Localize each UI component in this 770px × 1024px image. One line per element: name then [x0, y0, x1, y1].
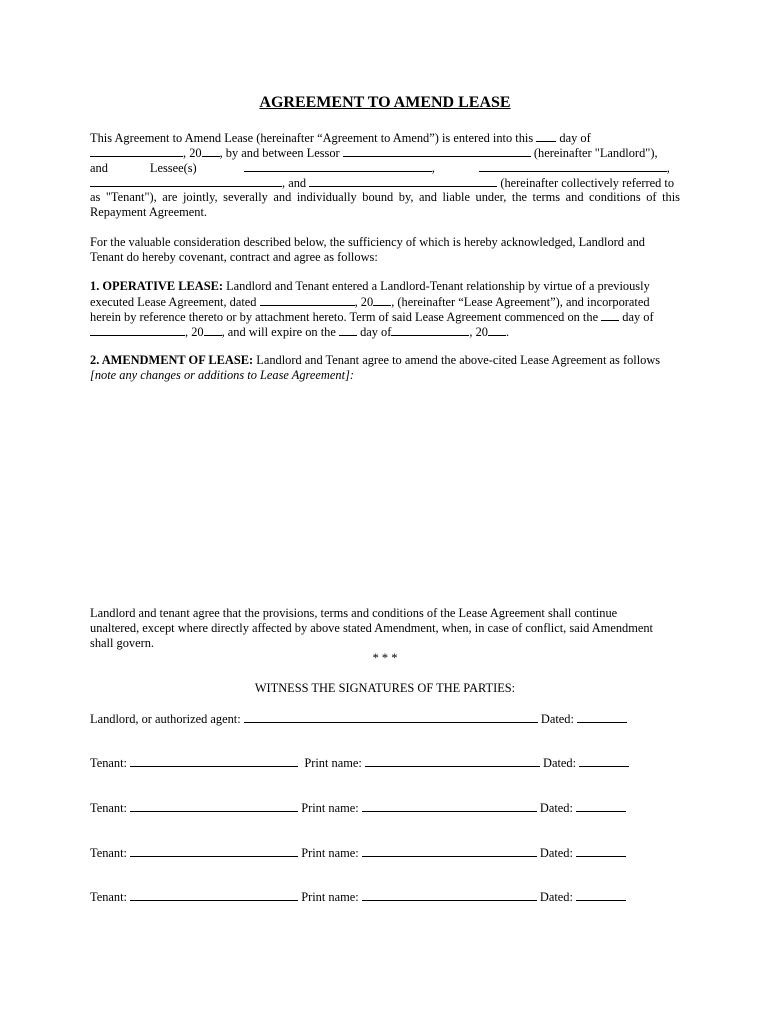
dated-label: Dated:: [539, 890, 573, 904]
document-title: AGREEMENT TO AMEND LEASE: [259, 94, 511, 111]
intro-line-5: as "Tenant"), are jointly, severally and individually bound by, and liable under, the terms and conditions of this: [90, 190, 680, 204]
witness-heading: WITNESS THE SIGNATURES OF THE PARTIES:: [254, 681, 516, 695]
lessee-1-blank[interactable]: [244, 160, 432, 172]
tenant-signature-row: [90, 800, 626, 816]
lease-year-blank[interactable]: [373, 294, 391, 306]
section-1-line-3: herein by reference thereto or by attachment hereto. Term of said Lease Agreement commenced on the day of: [90, 310, 654, 324]
consideration-line-2: Tenant do hereby covenant, contract and agree as follows:: [90, 250, 378, 264]
dated-label: Dated:: [539, 801, 573, 815]
dated-label: Dated:: [539, 846, 573, 860]
tenant-label: Tenant:: [90, 756, 127, 770]
section-separator-stars: * * *: [372, 651, 398, 665]
month-blank[interactable]: [90, 145, 183, 157]
tenant-date-line[interactable]: [576, 889, 626, 901]
closing-line-1: Landlord and tenant agree that the provisions, terms and conditions of the Lease Agreement shall continue: [90, 606, 618, 620]
print-name-line[interactable]: [365, 755, 540, 767]
tenant-label: Tenant:: [90, 846, 127, 860]
section-1-line-4: , 20 , and will expire on the day of , 20 .: [90, 324, 680, 340]
tenant-date-line[interactable]: [576, 800, 626, 812]
print-name-line[interactable]: [362, 800, 537, 812]
tenant-date-line[interactable]: [579, 755, 629, 767]
section-2-heading: 2. AMENDMENT OF LEASE:: [90, 353, 254, 367]
day-blank[interactable]: [536, 130, 556, 142]
landlord-signature-line[interactable]: [244, 711, 538, 723]
lessee-2-blank[interactable]: [479, 160, 667, 172]
expire-year-blank[interactable]: [488, 324, 506, 336]
tenant-signature-line[interactable]: [130, 800, 298, 812]
landlord-label: Landlord, or authorized agent:: [90, 712, 241, 726]
section-1-heading: 1. OPERATIVE LEASE:: [90, 279, 223, 293]
section-1-line-2: executed Lease Agreement, dated , 20 , (hereinafter “Lease Agreement”), and incorporated: [90, 295, 650, 309]
tenant-signature-line[interactable]: [130, 889, 298, 901]
print-name-label: Print name:: [301, 890, 359, 904]
print-name-label: Print name:: [301, 801, 359, 815]
tenant-signature-row: [90, 889, 626, 905]
consideration-line-1: For the valuable consideration described below, the sufficiency of which is hereby acknowledged, Landlord and: [90, 235, 645, 249]
closing-line-3: shall govern.: [90, 636, 155, 650]
lessee-4-blank[interactable]: [309, 175, 497, 187]
dated-label: Dated:: [540, 712, 574, 726]
section-2-line-2: [note any changes or additions to Lease Agreement]:: [90, 368, 354, 382]
intro-line-2: , 20 , by and between Lessor (hereinafter "Landlord"),: [90, 145, 680, 161]
lessee-3-blank[interactable]: [90, 175, 282, 187]
print-name-line[interactable]: [362, 889, 537, 901]
commence-month-blank[interactable]: [90, 324, 185, 336]
year-blank[interactable]: [202, 145, 220, 157]
print-name-line[interactable]: [362, 845, 537, 857]
lease-date-blank[interactable]: [260, 294, 355, 306]
tenant-signature-row: [90, 845, 626, 861]
commence-day-blank[interactable]: [601, 309, 619, 321]
intro-line-3: and Lessee(s) , ,: [90, 161, 670, 175]
tenant-signature-line[interactable]: [130, 755, 298, 767]
landlord-date-line[interactable]: [577, 711, 627, 723]
intro-line-4: , and (hereinafter collectively referred to: [90, 175, 680, 191]
intro-line-1: This Agreement to Amend Lease (hereinafter “Agreement to Amend”) is entered into this day of: [90, 131, 591, 145]
intro-line-6: Repayment Agreement.: [90, 205, 207, 219]
tenant-date-line[interactable]: [576, 845, 626, 857]
section-1-line-1: 1. OPERATIVE LEASE: Landlord and Tenant entered a Landlord-Tenant relationship by virtue of a previously: [90, 279, 650, 293]
print-name-label: Print name:: [304, 756, 362, 770]
print-name-label: Print name:: [301, 846, 359, 860]
tenant-signature-row: [90, 755, 629, 771]
tenant-label: Tenant:: [90, 890, 127, 904]
expire-day-blank[interactable]: [339, 324, 357, 336]
tenant-label: Tenant:: [90, 801, 127, 815]
dated-label: Dated:: [543, 756, 577, 770]
section-2-line-1: 2. AMENDMENT OF LEASE: Landlord and Tenant agree to amend the above-cited Lease Agreement as follows: [90, 353, 661, 367]
commence-year-blank[interactable]: [204, 324, 222, 336]
lessor-name-blank[interactable]: [343, 145, 531, 157]
closing-line-2: unaltered, except where directly affected by above stated Amendment, when, in case of conflict, said Amendment: [90, 621, 653, 635]
landlord-signature-row: [90, 711, 627, 727]
tenant-signature-line[interactable]: [130, 845, 298, 857]
expire-month-blank[interactable]: [391, 324, 469, 336]
